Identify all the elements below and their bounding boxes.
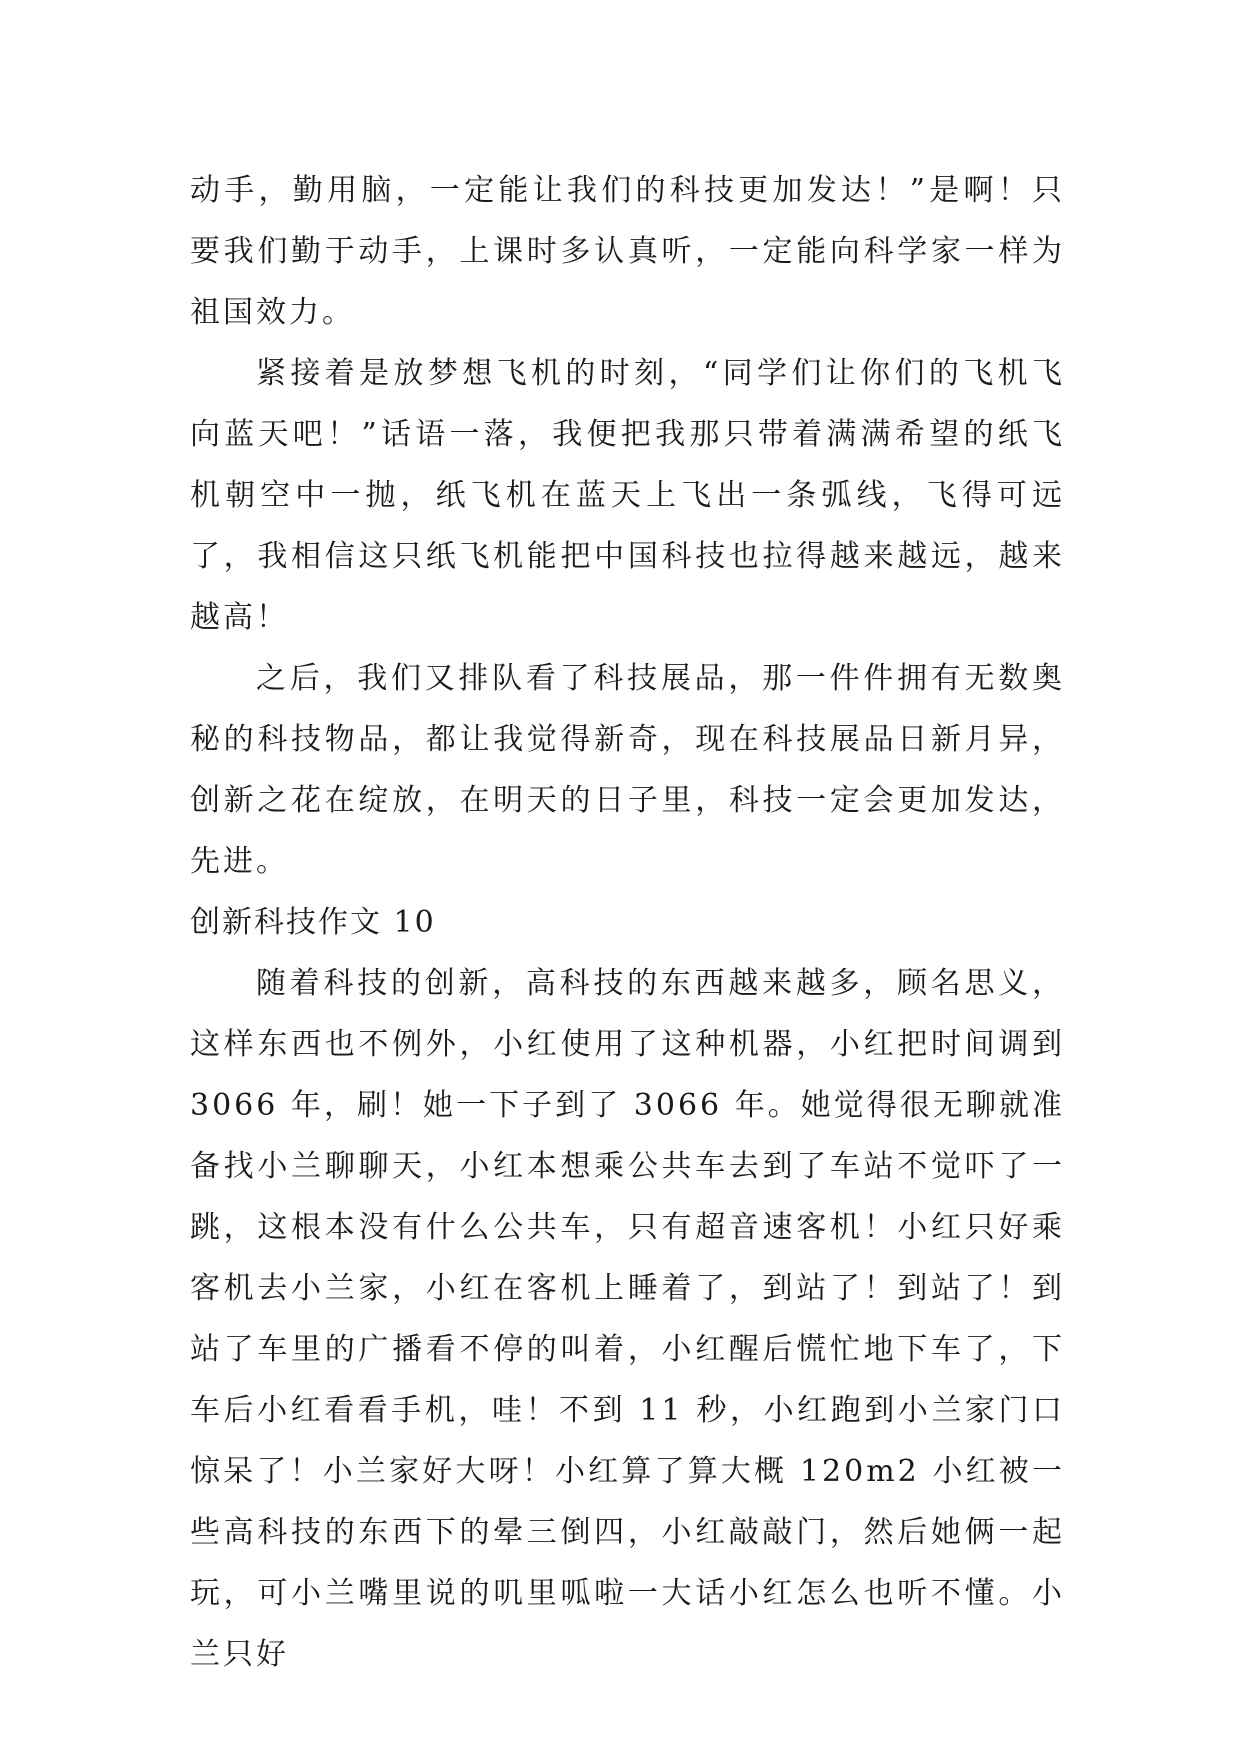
paragraph-time-travel: 随着科技的创新，高科技的东西越来越多，顾名思义，这样东西也不例外，小红使用了这种机器，小红把时间调到 3066 年，刷！她一下子到了 3066 年。她觉得很无聊就准备找小兰聊聊天，小红本想乘公共车去到了车站不觉吓了一跳，这根本没有什么公共车，只有超音速客机！小红只好乘客机去小兰家，小红在客机上睡着了，到站了！到站了！到站了车里的广播看不停的叫着，小红醒后慌忙地下车了，下车后小红看看手机，哇！不到 11 秒，小红跑到小兰家门口惊呆了！小兰家好大呀！小红算了算大概 120m2 小红被一些高科技的东西下的晕三倒四，小红敲敲门，然后她俩一起玩，可小兰嘴里说的叽里呱啦一大话小红怎么也听不懂。小兰只好 bbox=[190, 966, 1065, 1672]
paragraph-exhibits: 之后，我们又排队看了科技展品，那一件件拥有无数奥秘的科技物品，都让我觉得新奇，现在科技展品日新月异，创新之花在绽放，在明天的日子里，科技一定会更加发达，先进。 bbox=[190, 661, 1065, 879]
paragraph-paper-plane: 紧接着是放梦想飞机的时刻，“同学们让你们的飞机飞向蓝天吧！”话语一落，我便把我那只带着满满希望的纸飞机朝空中一抛，纸飞机在蓝天上飞出一条弧线，飞得可远了，我相信这只纸飞机能把中国科技也拉得越来越远，越来越高！ bbox=[190, 356, 1065, 635]
essay-heading: 创新科技作文 10 bbox=[190, 905, 436, 940]
paragraph-continued: 动手，勤用脑，一定能让我们的科技更加发达！”是啊！只要我们勤于动手，上课时多认真听，一定能向科学家一样为祖国效力。 bbox=[190, 173, 1065, 330]
document-body bbox=[190, 160, 1065, 1685]
